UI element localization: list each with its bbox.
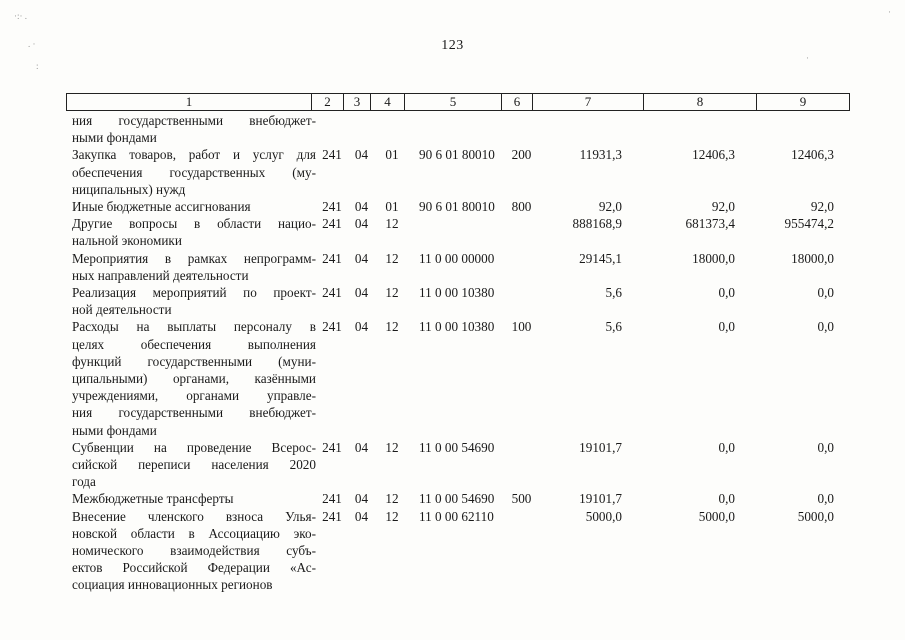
scan-noise: . · [28, 39, 36, 49]
description-line: номического взаимодействия субъ- [72, 543, 316, 559]
cell-amount-year-1: 29145,1 [579, 250, 622, 266]
cell-amount-year-1: 5,6 [605, 285, 622, 301]
column-header: 4 [371, 94, 405, 111]
cell-target-article [409, 215, 506, 249]
column-header: 3 [344, 94, 371, 111]
cell-target-article: 11 0 00 10380 [419, 319, 495, 335]
description-line: обеспечения государственных (му- [72, 164, 316, 180]
cell-subsection: 12 [385, 216, 399, 232]
cell-section: 04 [354, 285, 369, 301]
cell-section: 04 [354, 508, 369, 524]
scan-noise: ·:· . [14, 11, 27, 21]
cell-target-article [409, 112, 506, 146]
description-line: Расходы на выплаты персоналу в [72, 319, 316, 335]
cell-subsection: 12 [385, 250, 399, 266]
description-line: новской области в Ассоциацию эко- [72, 525, 316, 541]
cell-amount-year-3: 955474,2 [784, 216, 834, 232]
cell-expense-type [506, 112, 537, 146]
description-line: Закупка товаров, работ и услуг для [72, 147, 316, 163]
cell-amount-year-3: 12406,3 [791, 147, 834, 163]
cell-expense-type: 800 [511, 199, 532, 215]
cell-amount-year-1: 11931,3 [579, 147, 622, 163]
cell-amount-year-2 [648, 112, 761, 146]
scan-noise: · [806, 53, 809, 63]
column-header: 8 [644, 94, 757, 111]
cell-amount-year-2: 681373,4 [685, 216, 735, 232]
row-description [66, 146, 316, 198]
description-line: ния государственными внебюджет- [72, 405, 316, 421]
description-line: Межбюджетные трансферты [72, 491, 234, 507]
description-line: Внесение членского взноса Улья- [72, 508, 316, 524]
cell-subsection: 12 [385, 319, 399, 335]
column-header: 9 [757, 94, 850, 111]
description-line: сийской переписи населения 2020 [72, 457, 316, 473]
row-description [66, 284, 316, 318]
description-line: ными фондами [72, 422, 157, 438]
cell-expense-type [506, 508, 537, 594]
row-description [66, 215, 316, 249]
cell-target-article: 90 6 01 80010 [419, 147, 495, 163]
cell-subsection [375, 112, 409, 146]
cell-expense-type: 200 [511, 147, 532, 163]
table-row [66, 284, 854, 318]
description-line: ектов Российской Федерации «Ас- [72, 560, 316, 576]
cell-ministry-code: 241 [322, 216, 342, 232]
description-line: Реализация мероприятий по проект- [72, 285, 316, 301]
column-header: 1 [67, 94, 312, 111]
cell-amount-year-2: 92,0 [711, 199, 735, 215]
column-header: 5 [405, 94, 502, 111]
cell-amount-year-1: 5,6 [605, 319, 622, 335]
cell-target-article: 11 0 00 62110 [419, 508, 494, 524]
cell-amount-year-3: 5000,0 [797, 508, 834, 524]
cell-amount-year-2: 0,0 [718, 319, 735, 335]
cell-section: 04 [354, 439, 369, 455]
cell-amount-year-2: 12406,3 [692, 147, 735, 163]
table-row [66, 490, 854, 507]
description-line: Другие вопросы в области нацио- [72, 216, 316, 232]
cell-amount-year-3: 92,0 [810, 199, 834, 215]
cell-amount-year-1: 5000,0 [585, 508, 622, 524]
column-header-table [66, 93, 850, 111]
column-header: 2 [312, 94, 344, 111]
cell-amount-year-3: 0,0 [817, 285, 834, 301]
description-line: социация инновационных регионов [72, 577, 273, 593]
cell-amount-year-1: 19101,7 [579, 491, 622, 507]
cell-section: 04 [354, 147, 369, 163]
column-header: 7 [533, 94, 644, 111]
description-line: Субвенции на проведение Всерос- [72, 439, 316, 455]
description-line: ципальными) органами, казёнными [72, 371, 316, 387]
cell-expense-type [506, 439, 537, 491]
cell-target-article: 11 0 00 10380 [419, 285, 495, 301]
cell-ministry-code: 241 [322, 147, 342, 163]
cell-subsection: 12 [385, 508, 399, 524]
row-description [66, 198, 316, 215]
description-line: ной деятельности [72, 302, 172, 318]
description-line: функций государственными (муни- [72, 353, 316, 369]
cell-amount-year-3: 18000,0 [791, 250, 834, 266]
table-row [66, 250, 854, 284]
cell-subsection: 12 [385, 285, 399, 301]
cell-ministry-code: 241 [322, 508, 342, 524]
cell-subsection: 12 [385, 491, 399, 507]
table-row [66, 146, 854, 198]
cell-amount-year-3: 0,0 [817, 319, 834, 335]
cell-amount-year-2: 0,0 [718, 439, 735, 455]
cell-target-article: 11 0 00 54690 [419, 439, 495, 455]
cell-amount-year-2: 0,0 [718, 285, 735, 301]
cell-section: 04 [354, 216, 369, 232]
cell-section: 04 [354, 319, 369, 335]
cell-target-article: 11 0 00 00000 [419, 250, 495, 266]
cell-ministry-code: 241 [322, 199, 342, 215]
row-description [66, 250, 316, 284]
row-description [66, 439, 316, 491]
cell-target-article: 90 6 01 80010 [419, 199, 495, 215]
table-row [66, 439, 854, 491]
description-line: нальной экономики [72, 233, 182, 249]
cell-ministry-code: 241 [322, 285, 342, 301]
description-line: ными фондами [72, 130, 157, 146]
table-row [66, 318, 854, 438]
cell-amount-year-1 [537, 112, 648, 146]
table-row [66, 198, 854, 215]
column-header: 6 [502, 94, 533, 111]
cell-amount-year-2: 0,0 [718, 491, 735, 507]
cell-amount-year-2: 5000,0 [698, 508, 735, 524]
cell-expense-type [506, 215, 537, 249]
cell-ministry-code: 241 [322, 250, 342, 266]
description-line: года [72, 474, 96, 490]
cell-amount-year-3: 0,0 [817, 439, 834, 455]
budget-table [66, 112, 854, 594]
description-line: целях обеспечения выполнения [72, 336, 316, 352]
table-row [66, 215, 854, 249]
description-line: Иные бюджетные ассигнования [72, 199, 251, 215]
cell-expense-type: 100 [511, 319, 532, 335]
description-line: ных направлений деятельности [72, 267, 249, 283]
cell-amount-year-3 [761, 112, 854, 146]
description-line: учреждениями, органами управле- [72, 388, 316, 404]
row-description [66, 508, 316, 594]
cell-amount-year-1: 888168,9 [572, 216, 622, 232]
cell-section: 04 [354, 250, 369, 266]
cell-expense-type: 500 [511, 491, 532, 507]
cell-amount-year-2: 18000,0 [692, 250, 735, 266]
cell-expense-type [506, 284, 537, 318]
description-line: Мероприятия в рамках непрограмм- [72, 250, 316, 266]
cell-expense-type [506, 250, 537, 284]
description-line: ниципальных) нужд [72, 181, 186, 197]
page-number: 123 [441, 38, 464, 53]
cell-subsection: 12 [385, 439, 399, 455]
cell-section: 04 [354, 491, 369, 507]
scan-noise: · [888, 7, 891, 17]
cell-ministry-code: 241 [322, 491, 342, 507]
row-description [66, 490, 316, 507]
scan-noise: : [36, 61, 39, 71]
cell-ministry-code: 241 [322, 319, 342, 335]
row-description [66, 318, 316, 438]
cell-amount-year-1: 92,0 [598, 199, 622, 215]
cell-section [348, 112, 375, 146]
cell-target-article: 11 0 00 54690 [419, 491, 495, 507]
table-row [66, 112, 854, 146]
cell-amount-year-3: 0,0 [817, 491, 834, 507]
cell-ministry-code: 241 [322, 439, 342, 455]
cell-subsection: 01 [385, 147, 399, 163]
cell-subsection: 01 [385, 199, 399, 215]
table-row [66, 508, 854, 594]
cell-ministry-code [316, 112, 348, 146]
row-description [66, 112, 316, 146]
cell-section: 04 [354, 199, 369, 215]
column-header-row [67, 94, 850, 111]
cell-amount-year-1: 19101,7 [579, 439, 622, 455]
description-line: ния государственными внебюджет- [72, 113, 316, 128]
